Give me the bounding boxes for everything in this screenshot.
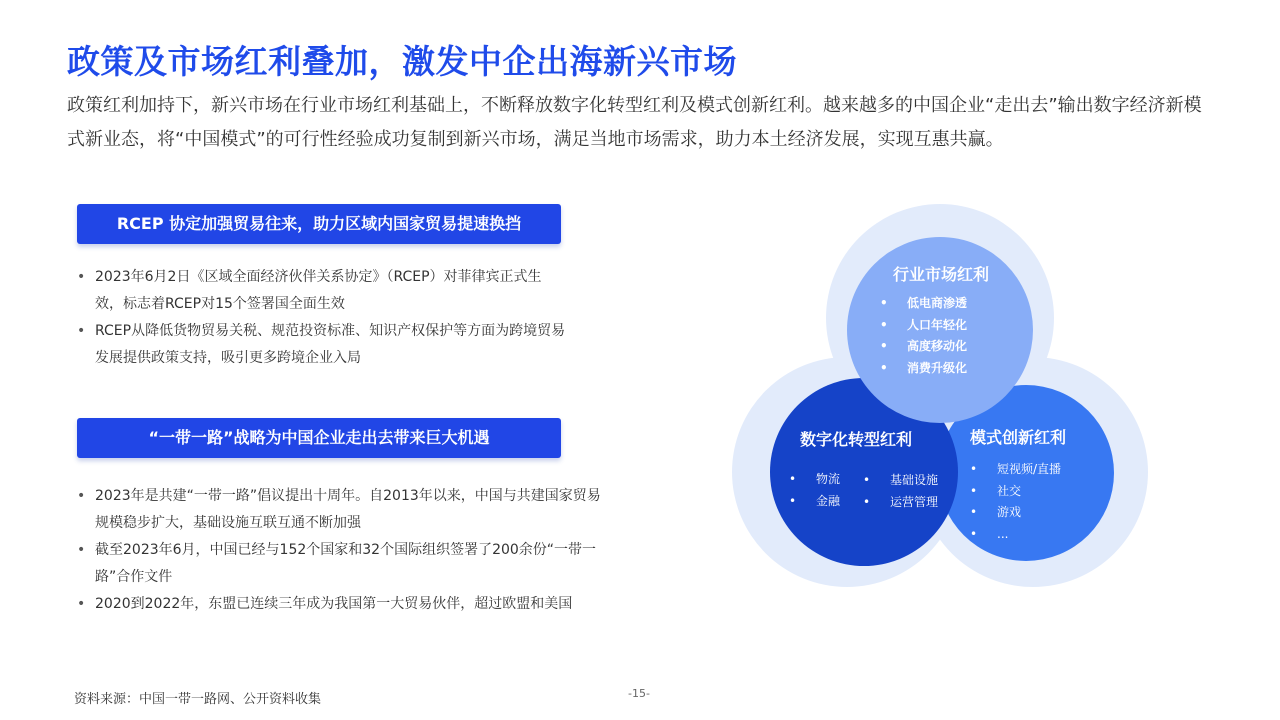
list-item: • 低电商渗透 [880,293,967,315]
model-dividend-list [970,459,1061,545]
belt-road-section-header: “一带一路”战略为中国企业走出去带来巨大机遇 [77,418,561,458]
list-item: • 短视频/直播 [970,459,1061,481]
industry-dividend-list [880,293,967,379]
list-item: • RCEP从降低货物贸易关税、规范投资标准、知识产权保护等方面为跨境贸易发展提供政策支持，吸引更多跨境企业入局 [77,318,567,372]
list-item: • 金融 [789,491,840,513]
list-item: • 高度移动化 [880,336,967,358]
rcep-bullet-list [77,264,567,372]
rcep-section-header: RCEP 协定加强贸易往来，助力区域内国家贸易提速换挡 [77,204,561,244]
list-item: • 2020到2022年，东盟已连续三年成为我国第一大贸易伙伴，超过欧盟和美国 [77,591,603,618]
digital-dividend-title: 数字化转型红利 [800,430,913,449]
source-note: 资料来源：中国一带一路网、公开资料收集 [74,692,322,707]
list-item: • 基础设施 [863,470,953,492]
list-item: • 截至2023年6月，中国已经与152个国家和32个国际组织签署了200余份“一带一路”合作文件 [77,537,603,591]
list-item: • 2023年6月2日《区域全面经济伙伴关系协定》（RCEP）对菲律宾正式生效，标志着RCEP对15个签署国全面生效 [77,264,567,318]
list-item: • 2023年是共建“一带一路”倡议提出十周年。自2013年以来，中国与共建国家贸易规模稳步扩大，基础设施互联互通不断加强 [77,483,603,537]
list-item: • 消费升级化 [880,358,967,380]
list-item: • 运营管理 [863,492,953,514]
venn-circles [700,190,1180,620]
list-item: • 物流 [789,469,840,491]
digital-dividend-list-left [789,469,840,512]
list-item: • 人口年轻化 [880,315,967,337]
dividend-venn-diagram [700,190,1180,620]
model-dividend-title: 模式创新红利 [970,428,1067,447]
list-item: • ... [970,524,1061,546]
intro-paragraph: 政策红利加持下，新兴市场在行业市场红利基础上，不断释放数字化转型红利及模式创新红利。越来越多的中国企业“走出去”输出数字经济新模式新业态，将“中国模式”的可行性经验成功复制到新兴市场，满足当地市场需求，助力本土经济发展，实现互惠共赢。 [67,95,1202,150]
industry-dividend-title: 行业市场红利 [893,265,990,284]
list-item: • 游戏 [970,502,1061,524]
list-item: • 社交 [970,481,1061,503]
digital-dividend-list-right [863,470,953,513]
page-title: 政策及市场红利叠加，激发中企出海新兴市场 [67,42,737,81]
page-number: -15- [628,687,650,700]
belt-road-bullet-list [77,483,603,618]
